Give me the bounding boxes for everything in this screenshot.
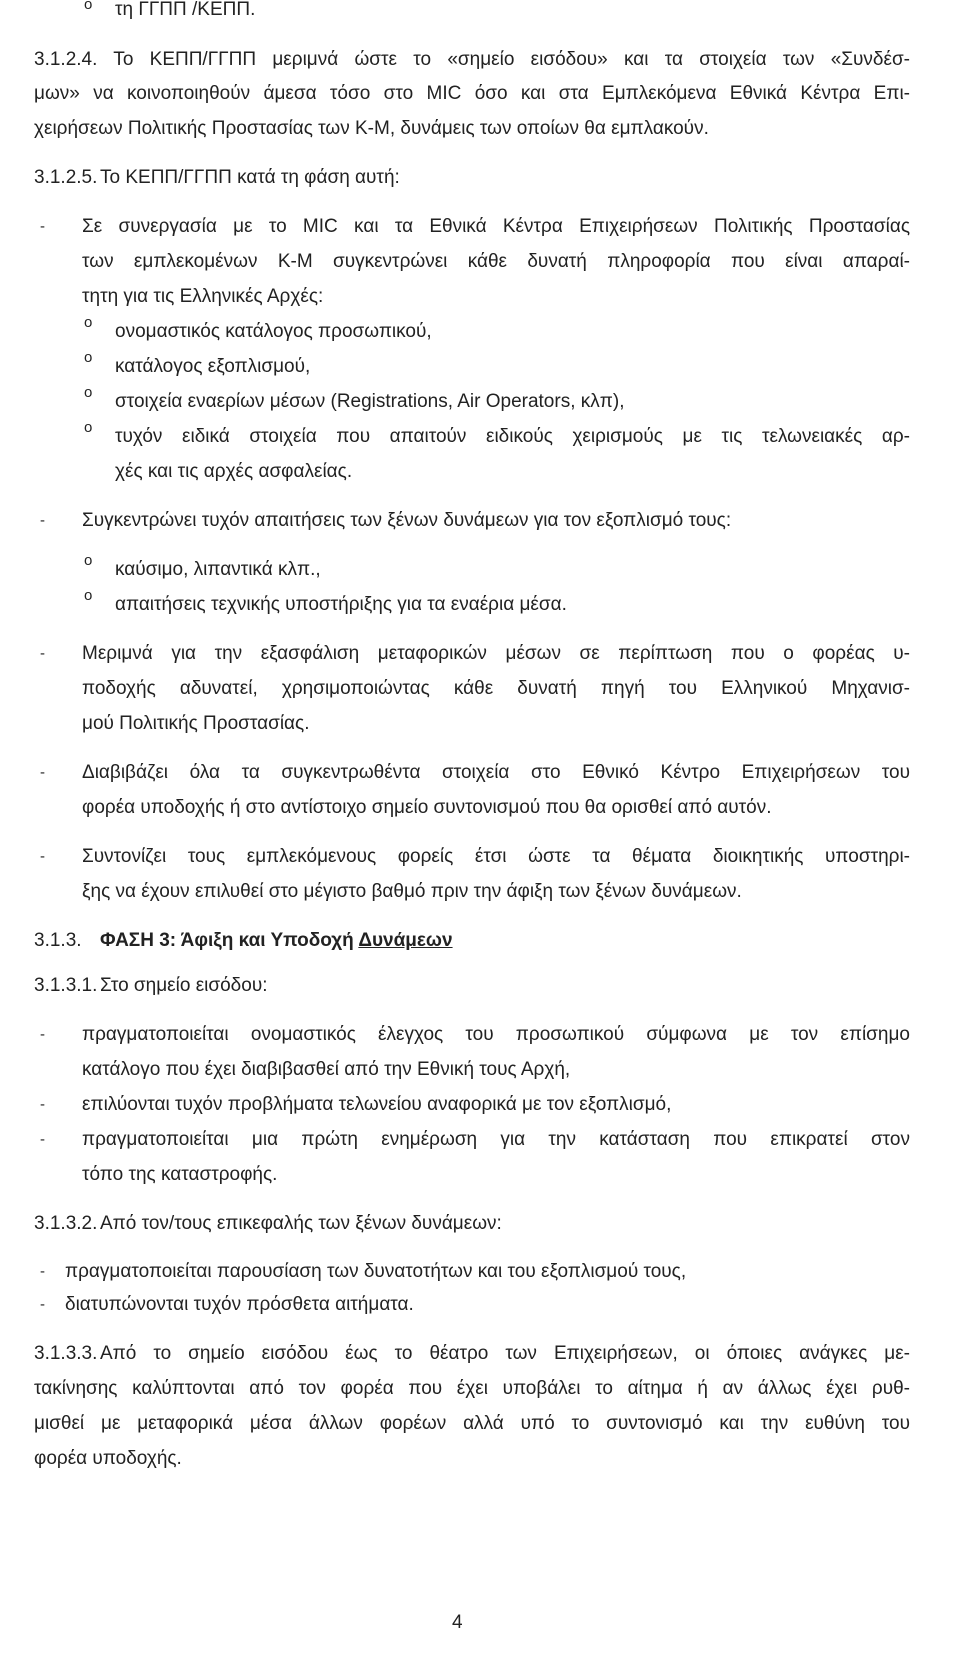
text-line: κατάλογος εξοπλισμού, — [115, 356, 311, 377]
text-line: Διαβιβάζει όλα τα συγκεντρωθέντα στοιχεία στο Εθνικό Κέντρο Επιχειρήσεων του — [82, 762, 910, 783]
text-line: Το ΚΕΠΠ/ΓΓΠΠ κατά τη φάση αυτή: — [100, 167, 400, 188]
circle-bullet-marker: o — [84, 314, 93, 331]
text-line: επιλύονται τυχόν προβλήματα τελωνείου αναφορικά με τον εξοπλισμό, — [82, 1094, 672, 1115]
text-line: διατυπώνονται τυχόν πρόσθετα αιτήματα. — [65, 1294, 414, 1315]
page-number: 4 — [452, 1612, 463, 1633]
text-line: πραγματοποιείται ονομαστικός έλεγχος του προσωπικού σύμφωνα με τον επίσημο — [82, 1024, 910, 1045]
circle-bullet-marker: o — [84, 384, 93, 401]
text-line: χές και τις αρχές ασφαλείας. — [115, 461, 353, 482]
text-line: Από τον/τους επικεφαλής των ξένων δυνάμεων: — [100, 1213, 502, 1234]
text-line: πραγματοποιείται μια πρώτη ενημέρωση για την κατάσταση που επικρατεί στον — [82, 1129, 910, 1150]
dash-bullet-marker: - — [40, 1263, 45, 1280]
section-number: 3.1.3.3. — [34, 1343, 98, 1364]
text-line: χειρήσεων Πολιτικής Προστασίας των Κ-Μ, δυνάμεις των οποίων θα εμπλακούν. — [34, 118, 709, 139]
circle-bullet-marker: o — [84, 552, 93, 569]
text-line: καύσιμο, λιπαντικά κλπ., — [115, 559, 321, 580]
circle-bullet-marker: o — [84, 349, 93, 366]
text-line: στοιχεία εναερίων μέσων (Registrations, Air Operators, κλπ), — [115, 391, 625, 412]
text-line: ποδοχής αδυνατεί, χρησιμοποιώντας κάθε δυνατή πηγή του Ελληνικού Μηχανισ- — [82, 678, 910, 699]
dash-bullet-marker: - — [40, 218, 45, 235]
dash-bullet-marker: - — [40, 512, 45, 529]
text-line: ξης να έχουν επιλυθεί στο μέγιστο βαθμό πριν την άφιξη των ξένων δυνάμεων. — [82, 881, 742, 902]
dash-bullet-marker: - — [40, 1131, 45, 1148]
circle-bullet-marker: o — [84, 587, 93, 604]
text-line: μού Πολιτικής Προστασίας. — [82, 713, 310, 734]
section-heading — [100, 929, 453, 953]
section-number: 3.1.2.5. — [34, 167, 98, 188]
text-line: 3.1.2.4. Το ΚΕΠΠ/ΓΓΠΠ μεριμνά ώστε το «σημείο εισόδου» και τα στοιχεία των «Συνδέσ- — [34, 49, 910, 70]
text-line: τυχόν ειδικά στοιχεία που απαιτούν ειδικούς χειρισμούς με τις τελωνειακές αρ- — [115, 426, 910, 447]
text-line: μων» να κοινοποιηθούν άμεσα τόσο στο MIC όσο και στα Εμπλεκόμενα Εθνικά Κέντρα Επι- — [34, 83, 910, 104]
text-line: φορέα υποδοχής ή στο αντίστοιχο σημείο συντονισμού που θα ορισθεί από αυτόν. — [82, 797, 772, 818]
text-line: τητη για τις Ελληνικές Αρχές: — [82, 286, 324, 307]
text-line: φορέα υποδοχής. — [34, 1448, 182, 1469]
section-number: 3.1.3.2. — [34, 1213, 98, 1234]
text-line: Συντονίζει τους εμπλεκόμενους φορείς έτσι ώστε τα θέματα διοικητικής υποστηρι- — [82, 846, 910, 867]
dash-bullet-marker: - — [40, 1026, 45, 1043]
dash-bullet-marker: - — [40, 1296, 45, 1313]
text-line: τη ΓΓΠΠ /ΚΕΠΠ. — [115, 0, 256, 20]
text-line: Στο σημείο εισόδου: — [100, 975, 268, 996]
text-line: τακίνησης καλύπτονται από τον φορέα που έχει υποβάλει το αίτημα ή αν άλλως έχει ρυθ- — [34, 1378, 910, 1399]
text-line: Μεριμνά για την εξασφάλιση μεταφορικών μέσων σε περίπτωση που ο φορέας υ- — [82, 643, 910, 664]
dash-bullet-marker: - — [40, 1096, 45, 1113]
text-line: Από το σημείο εισόδου έως το θέατρο των Επιχειρήσεων, οι όποιες ανάγκες με- — [100, 1343, 910, 1364]
text-line: ονομαστικός κατάλογος προσωπικού, — [115, 321, 432, 342]
dash-bullet-marker: - — [40, 645, 45, 662]
section-heading-text: ΦΑΣΗ 3: Άφιξη και Υποδοχή — [100, 930, 359, 951]
text-line: Σε συνεργασία με το MIC και τα Εθνικά Κέντρα Επιχειρήσεων Πολιτικής Προστασίας — [82, 216, 910, 237]
circle-bullet-marker: o — [84, 0, 93, 13]
text-line: τόπο της καταστροφής. — [82, 1164, 278, 1185]
text-line: κατάλογο που έχει διαβιβασθεί από την Εθνική τους Αρχή, — [82, 1059, 571, 1080]
text-line: μισθεί με μεταφορικά μέσα άλλων φορέων αλλά υπό το συντονισμό και την ευθύνη του — [34, 1413, 910, 1434]
dash-bullet-marker: - — [40, 848, 45, 865]
section-number: 3.1.3.1. — [34, 975, 98, 996]
text-line: των εμπλεκομένων Κ-Μ συγκεντρώνει κάθε δυνατή πληροφορία που είναι απαραί- — [82, 251, 910, 272]
section-heading-underlined: Δυνάμεων — [358, 930, 453, 951]
circle-bullet-marker: o — [84, 419, 93, 436]
section-number: 3.1.3. — [34, 930, 82, 951]
dash-bullet-marker: - — [40, 764, 45, 781]
text-line: πραγματοποιείται παρουσίαση των δυνατοτήτων και του εξοπλισμού τους, — [65, 1261, 687, 1282]
text-line: Συγκεντρώνει τυχόν απαιτήσεις των ξένων δυνάμεων για τον εξοπλισμό τους: — [82, 510, 732, 531]
text-line: απαιτήσεις τεχνικής υποστήριξης για τα εναέρια μέσα. — [115, 594, 567, 615]
